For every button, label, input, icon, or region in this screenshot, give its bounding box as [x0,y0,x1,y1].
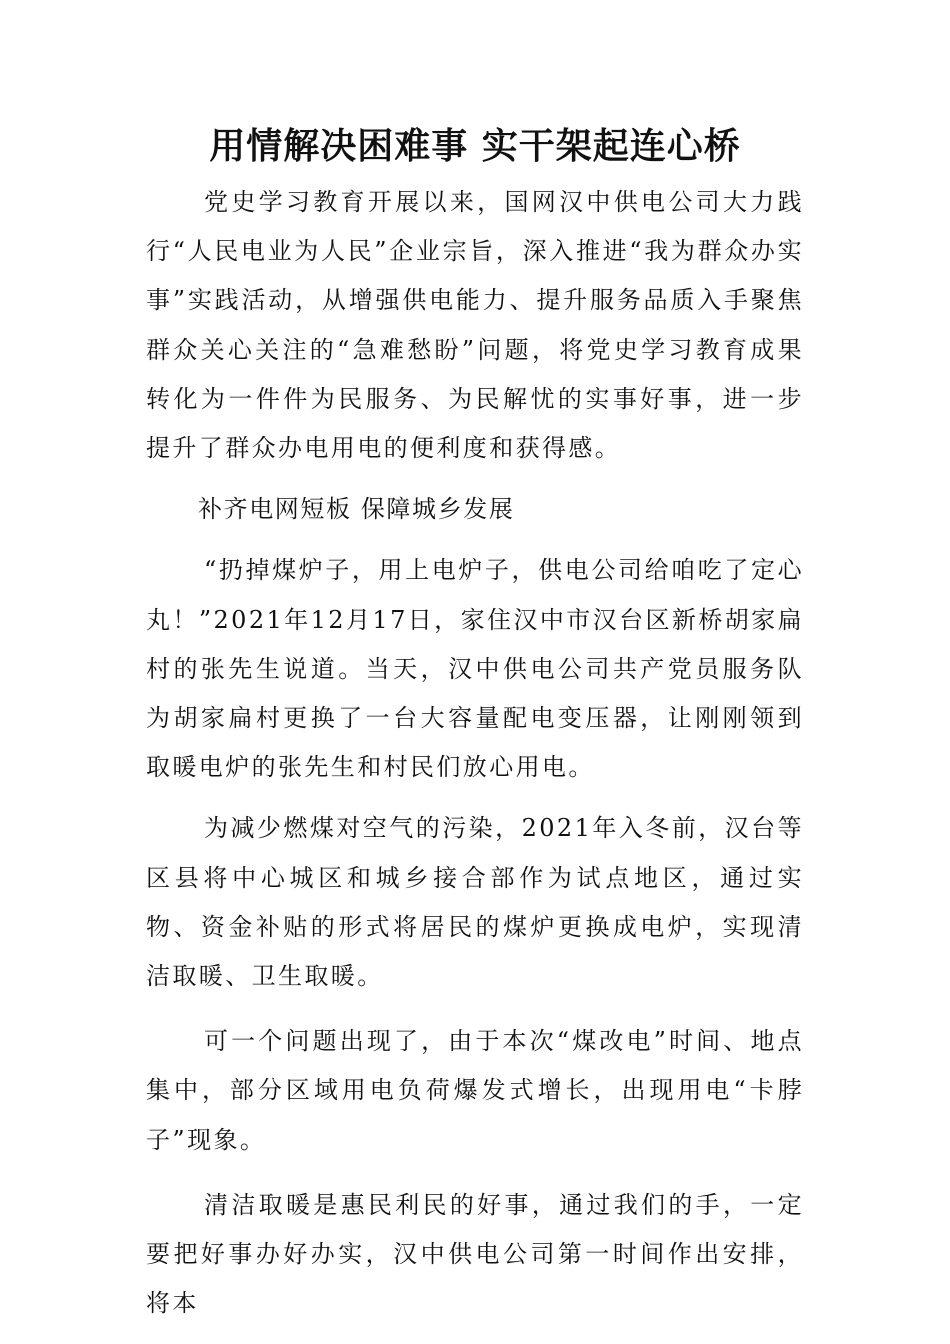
section-heading: 补齐电网短板 保障城乡发展 [198,495,515,524]
page-title: 用情解决困难事 实干架起连心桥 [209,125,741,167]
paragraph-response: 清洁取暖是惠民利民的好事，通过我们的手，一定要把好事办好办实，汉中供电公司第一时间作出安排，将本 [146,1190,804,1318]
paragraph-quote: “扔掉煤炉子，用上电炉子，供电公司给咱吃了定心丸！”2021年12月17日，家住汉中市汉台区新桥胡家扁村的张先生说道。当天，汉中供电公司共产党员服务队为胡家扁村更换了一台大容量配电变压器，让刚刚领到取暖电炉的张先生和村民们放心用电。 [146,556,804,782]
paragraph-problem: 可一个问题出现了，由于本次“煤改电”时间、地点集中，部分区域用电负荷爆发式增长，出现用电“卡脖子”现象。 [146,1027,804,1154]
paragraph-intro: 党史学习教育开展以来，国网汉中供电公司大力践行“人民电业为人民”企业宗旨，深入推进“我为群众办实事”实践活动，从增强供电能力、提升服务品质入手聚焦群众关心关注的“急难愁盼”问题，将党史学习教育成果转化为一件件为民服务、为民解忧的实事好事，进一步提升了群众办电用电的便利度和获得感。 [146,188,804,463]
article-body [146,178,804,1328]
paragraph-background: 为减少燃煤对空气的污染，2021年入冬前，汉台等区县将中心城区和城乡接合部作为试点地区，通过实物、资金补贴的形式将居民的煤炉更换成电炉，实现清洁取暖、卫生取暖。 [146,814,804,991]
